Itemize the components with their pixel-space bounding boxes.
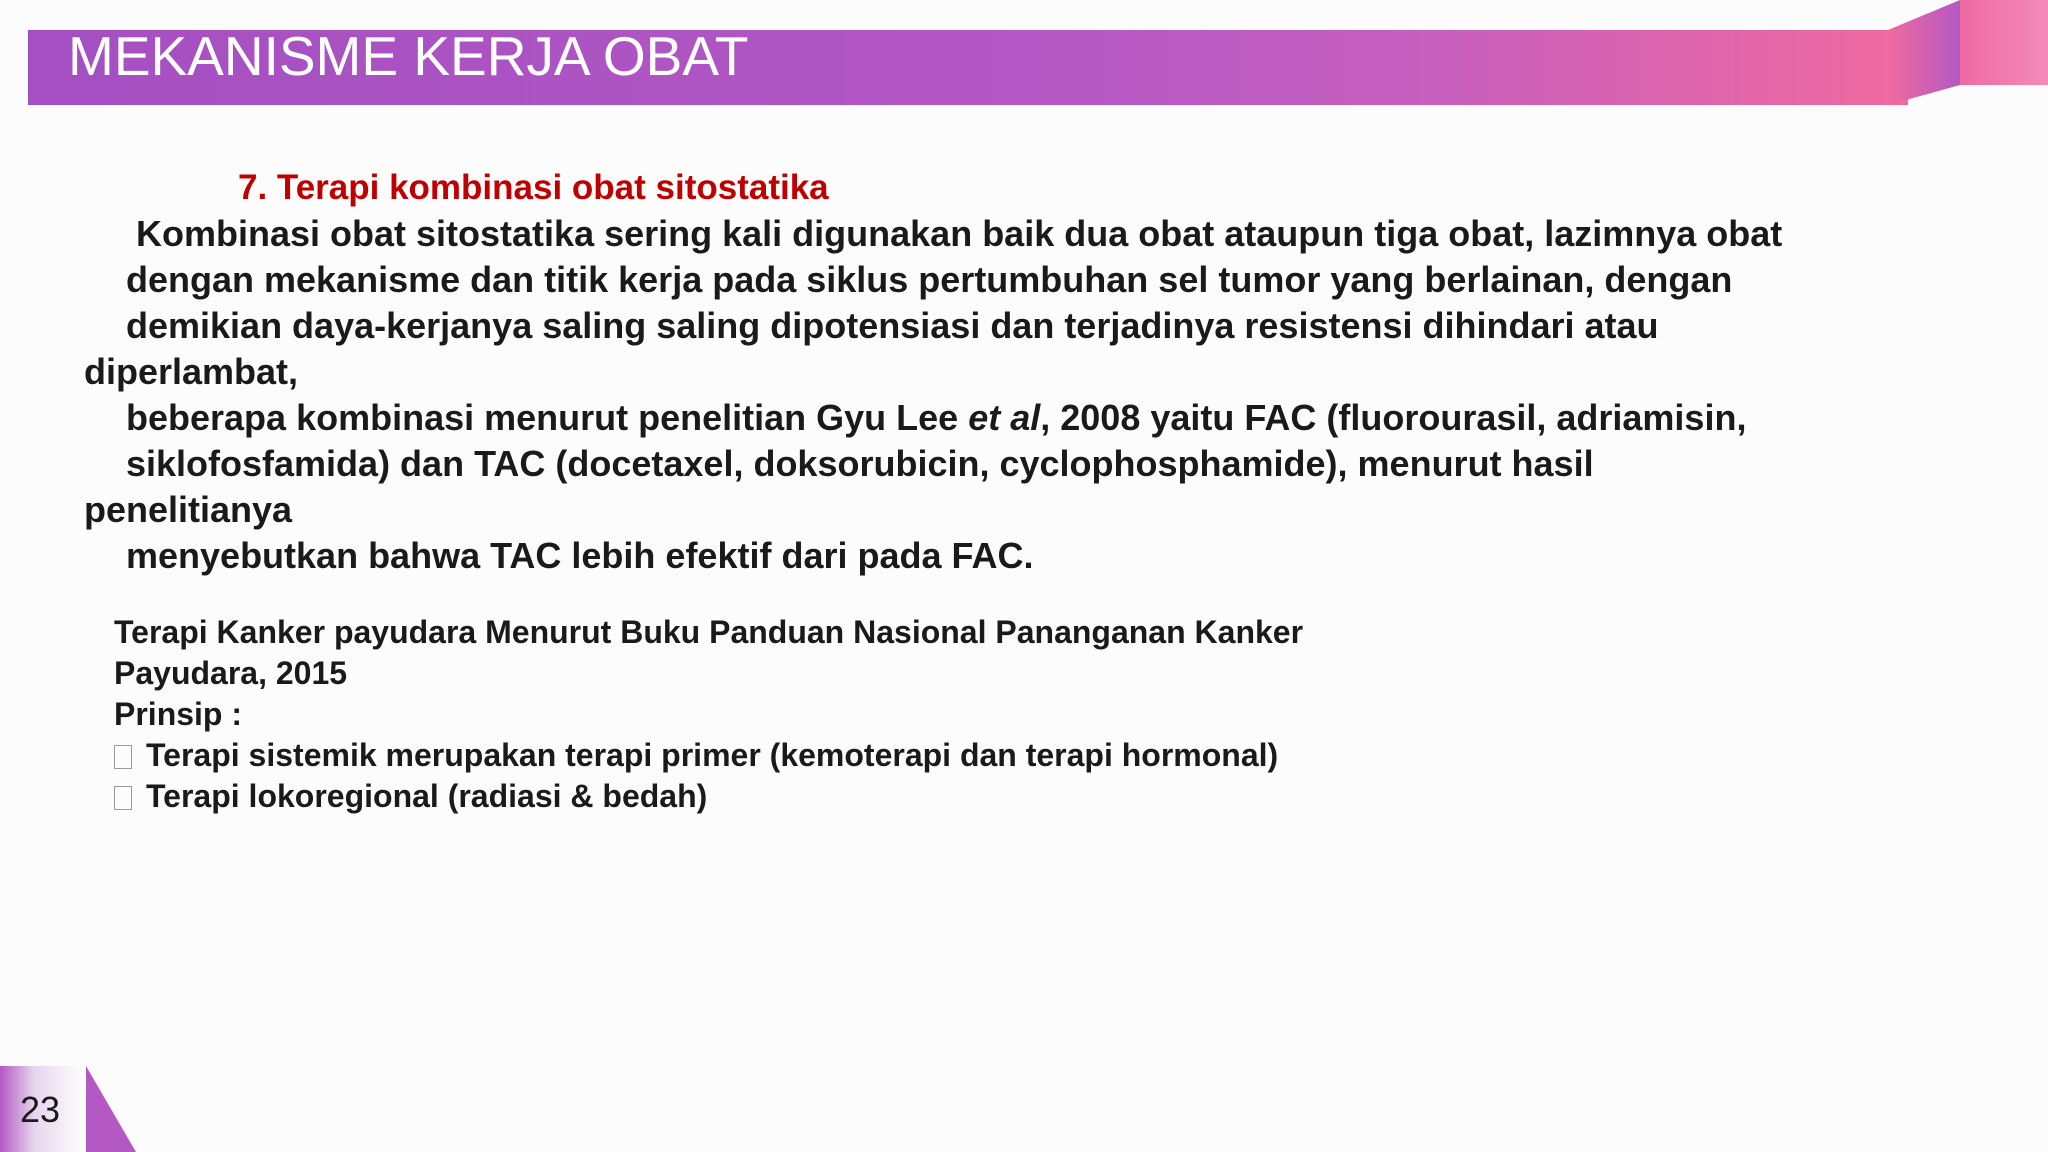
bullet-text: Terapi lokoregional (radiasi & bedah) — [146, 778, 708, 814]
paragraph-line — [126, 395, 1746, 441]
paragraph-line: diperlambat, — [84, 351, 299, 392]
bullet-item — [114, 735, 1278, 776]
principle-label: Prinsip : — [114, 696, 243, 732]
bullet-text: Terapi sistemik merupakan terapi primer (kemoterapi dan terapi hormonal) — [146, 737, 1279, 773]
slide-title: MEKANISME KERJA OBAT — [68, 25, 749, 87]
reference-title: Terapi Kanker payudara Menurut Buku Panduan Nasional Pananganan Kanker — [114, 614, 1304, 650]
paragraph-text: , 2008 yaitu FAC (fluorourasil, adriamisin, — [1040, 397, 1747, 438]
page-number: 23 — [20, 1089, 61, 1130]
paragraph-line: penelitianya — [84, 489, 293, 530]
reference-title: Payudara, 2015 — [114, 655, 348, 691]
section-heading: 7. Terapi kombinasi obat sitostatika — [238, 168, 829, 207]
bullet-box-icon — [114, 786, 132, 810]
bullet-item — [114, 776, 707, 817]
paragraph-line: menyebutkan bahwa TAC lebih efektif dari pada FAC. — [126, 535, 1034, 576]
paragraph-line: dengan mekanisme dan titik kerja pada siklus pertumbuhan sel tumor yang berlainan, dengan — [126, 259, 1733, 300]
bullet-box-icon — [114, 745, 132, 769]
paragraph-text: beberapa kombinasi menurut penelitian Gyu Lee — [126, 397, 969, 438]
paragraph-line: siklofosfamida) dan TAC (docetaxel, doksorubicin, cyclophosphamide), menurut hasil — [126, 443, 1594, 484]
italic-text: et al — [968, 397, 1041, 438]
paragraph-line: Kombinasi obat sitostatika sering kali digunakan baik dua obat ataupun tiga obat, lazimnya obat — [136, 213, 1783, 254]
paragraph-line: demikian daya-kerjanya saling saling dipotensiasi dan terjadinya resistensi dihindari atau — [126, 305, 1659, 346]
